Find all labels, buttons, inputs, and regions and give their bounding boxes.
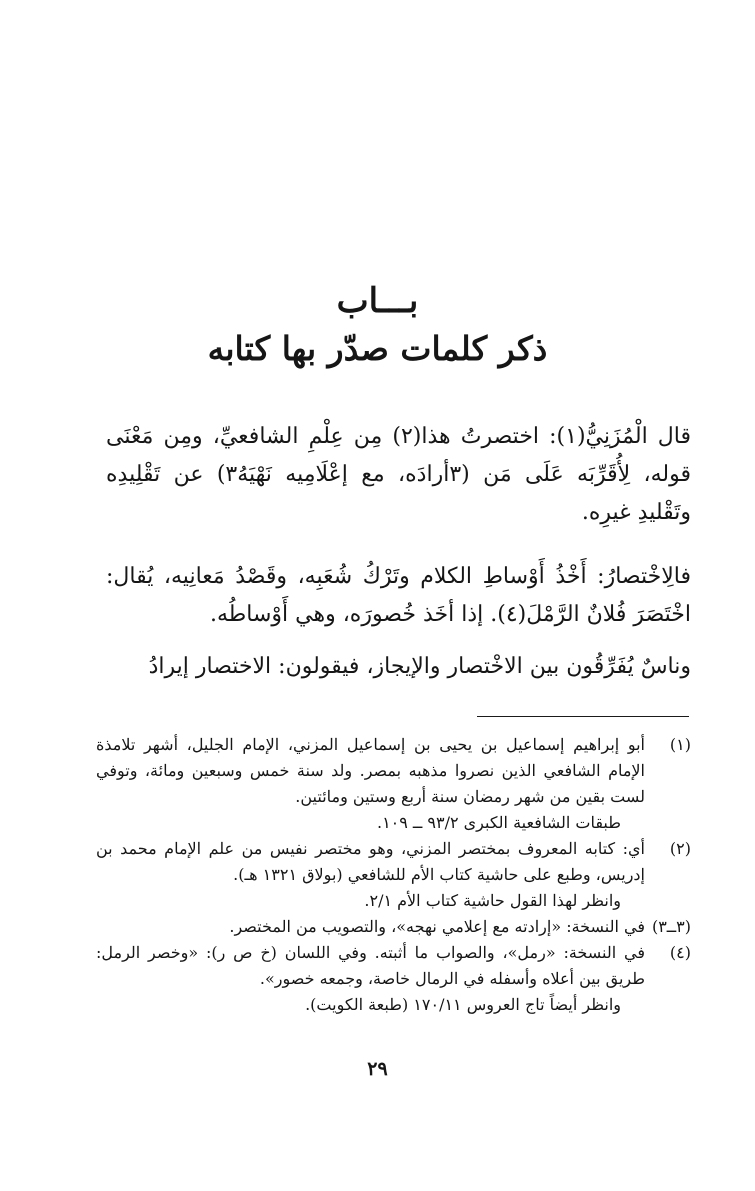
footnote-separator	[477, 716, 689, 717]
footnote	[96, 732, 691, 836]
footnote-text: في النسخة: «إرادته مع إعلامي نهجه»، والتصويب من المختصر.	[229, 917, 645, 936]
footnote	[96, 836, 691, 914]
footnote-reference: وانظر لهذا القول حاشية كتاب الأم ٢/١.	[364, 891, 621, 910]
footnote-number: (١)	[669, 735, 691, 754]
footnote-number: (٢)	[669, 839, 691, 858]
body-paragraph-2: فالِاخْتصارُ: أَخْذُ أَوْساطِ الكلام وتَرْكُ شُعَبِه، وقَصْدُ مَعانِيه، يُقال: اخْتَصَرَ فُلانٌ الرَّمْلَ(٤). إذا أخَذ خُصورَه، وهي أَوْساطُه.	[106, 564, 691, 627]
footnote-reference: طبقات الشافعية الكبرى ٩٣/٢ ــ ١٠٩.	[376, 813, 621, 832]
footnote-text: أبو إبراهيم إسماعيل بن يحيى بن إسماعيل المزني، الإمام الجليل، أشهر تلامذة الإمام الشافعي الذين نصروا مذهبه بمصر. ولد سنة خمس وسبعين ومائة، وتوفي لست بقين من شهر رمضان سنة أربع وستين ومائتين.	[96, 735, 645, 806]
footnote-text: أي: كتابه المعروف بمختصر المزني، وهو مختصر نفيس من علم الإمام محمد بن إدريس، وطبع على حاشية كتاب الأم للشافعي (بولاق ١٣٢١ هـ).	[96, 839, 645, 884]
body-paragraph-3: وناسٌ يُفَرِّقُون بين الاخْتصار والإيجاز، فيقولون: الاختصار إيرادُ	[148, 654, 691, 679]
footnote-text: في النسخة: «رمل»، والصواب ما أثبته. وفي اللسان (خ ص ر): «وخصر الرمل: طريق بين أعلاه وأسفله في الرمال خاصة، وجمعه خصور».	[96, 943, 645, 988]
footnote-reference: وانظر أيضاً تاج العروس ١٧٠/١١ (طبعة الكويت).	[305, 995, 621, 1014]
footnote-number: (٤)	[669, 943, 691, 962]
chapter-title: ذكر كلمات صدّر بها كتابه	[207, 329, 548, 368]
footnote	[96, 940, 691, 1018]
body-paragraph-1: قال الْمُزَنِيُّ(١): اختصرتُ هذا(٢) مِن عِلْمِ الشافعيِّ، ومِن مَعْنَى قوله، لِأُقَرِّبَه عَلَى مَن (٣أرادَه، مع إعْلَامِيه نَهْيَهُ٣) عن تَقْلِيدِه وتَقْليدِ غيرِه.	[106, 424, 692, 525]
chapter-label: بـــاب	[336, 281, 419, 321]
page-number: ٢٩	[367, 1058, 388, 1080]
footnotes	[96, 732, 691, 1018]
footnote	[96, 914, 691, 940]
footnote-number: (٣ــ٣)	[651, 917, 691, 936]
